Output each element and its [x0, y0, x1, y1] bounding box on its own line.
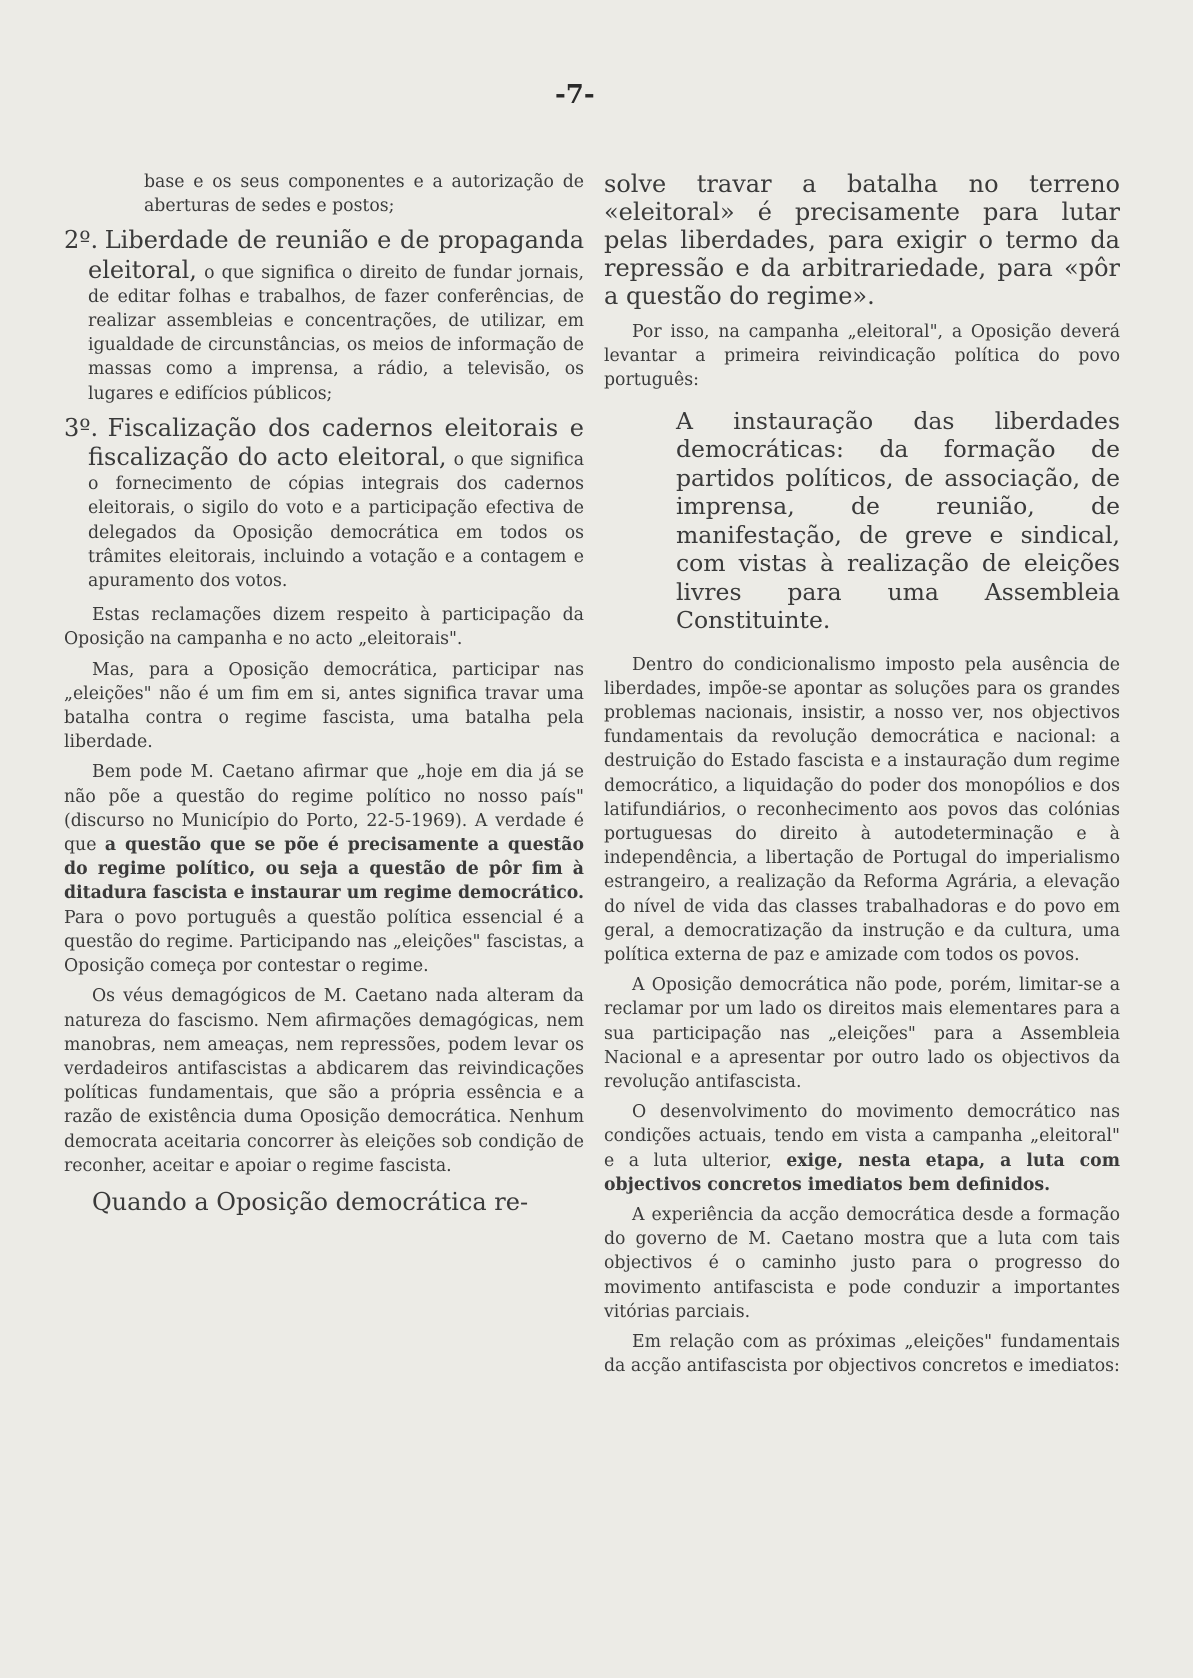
paragraph-3-bold: a questão que se põe é precisamente a questão do regime político, ou seja a questão de pôr fim à ditadura fascista e instaurar um regime democrático. [64, 835, 584, 904]
paragraph-1: Estas reclamações dizem respeito à participação da Oposição na campanha e no acto „eleitorais". [64, 605, 584, 650]
item-2 [64, 226, 584, 405]
item-intro: base e os seus componentes e a autorização de aberturas de sedes e postos; [144, 172, 584, 217]
item-3-number: 3º. [64, 413, 99, 442]
paragraph-9 [604, 1100, 1120, 1197]
paragraph-2: Mas, para a Oposição democrática, participar nas „eleições" não é um fim em si, antes significa travar uma batalha contra o regime fascista, uma batalha pela liberdade. [64, 659, 584, 753]
item-3-text: o que significa o fornecimento de cópias integrais dos cadernos eleitorais, o sigilo do voto e a participação efectiva de delegados da Oposição democrática em todos os trâmites eleitorais, incluindo a votação e a contagem e apuramento dos votos. [88, 450, 584, 592]
paragraph-11: Em relação com as próximas „eleições" fundamentais da acção antifascista por objectivos concretos e imediatos: [604, 1332, 1120, 1377]
paragraph-6: Por isso, na campanha „eleitoral", a Oposição deverá levantar a primeira reivindicação política do povo português: [604, 322, 1120, 391]
paragraph-3-start: Bem pode M. Caetano afirmar que „hoje em dia já se não põe a questão do regime político no nosso país" (discurso no Município do Porto, 22-5-1969). A verdade é que [64, 762, 584, 856]
paragraph-10: A experiência da acção democrática desde a formação do governo de M. Caetano mostra que a luta com tais objectivos é o caminho justo para o progresso do movimento antifascista e pode conduzir a importantes vitórias parciais. [604, 1205, 1120, 1322]
item-2-text: o que significa o direito de fundar jornais, de editar folhas e trabalhos, de fazer conferências, de realizar assembleias e concentrações, de utilizar, em igualdade de circunstâncias, os meios de informação de massas como a imprensa, a rádio, a televisão, os lugares e edifícios públicos; [88, 262, 584, 404]
paragraph-9-bold: exige, nesta etapa, a luta com objectivos concretos imediatos bem definidos. [604, 1150, 1120, 1195]
page-number: -7- [555, 80, 595, 110]
paragraph-5-start: Quando a Oposição democrática re- [92, 1187, 529, 1216]
paragraph-8: A Oposição democrática não pode, porém, limitar-se a reclamar por um lado os direitos mais elementares para a sua participação nas „eleições" para a Assembleia Nacional e a apresentar por outro lado os objectivos da revolução antifascista. [604, 975, 1120, 1093]
paragraph-3-end: Para o povo português a questão política essencial é a questão do regime. Participando nas „eleições" fascistas, a Oposição começa por contestar o regime. [64, 907, 584, 977]
demands-quote: A instauração das liberdades democráticas: da formação de partidos políticos, de associação, de imprensa, de reunião, de manifestação, de greve e sindical, com vistas à realização de eleições livres para uma Assembleia Constituinte. [676, 406, 1120, 635]
item-2-heading: Liberdade de reunião e de propaganda eleitoral, [88, 226, 585, 284]
paragraph-3 [64, 760, 584, 978]
item-3-heading: Fiscalização dos cadernos eleitorais e fiscalização do acto eleitoral, [88, 413, 584, 472]
paragraph-9-start: O desenvolvimento do movimento democrático nas condições actuais, tendo em vista a campanha „eleitoral" e a luta ulterior, [604, 1102, 1120, 1171]
paragraph-4: Os véus demagógicos de M. Caetano nada alteram da natureza do fascismo. Nem afirmações demagógicas, nem manobras, nem ameaças, nem repressões, podem levar os verdadeiros antifascistas a abdicarem das reivindicações políticas fundamentais, que são a própria essência e a razão de existência duma Oposição democrática. Nenhum democrata aceitaria concorrer às eleições sob condição de reconher, aceitar e apoiar o regime fascista. [64, 986, 584, 1176]
paragraph-7: Dentro do condicionalismo imposto pela ausência de liberdades, impõe-se apontar as soluções para os grandes problemas nacionais, insistir, a nosso ver, nos objectivos fundamentais da revolução democrática e nacional: a destruição do Estado fascista e a instauração dum regime democrático, a liquidação do poder dos monopólios e dos latifundiários, o reconhecimento aos povos das colónias portuguesas do direito à autodeterminação e à independência, a libertação de Portugal do imperialismo estrangeiro, a realização da Reforma Agrária, a elevação do nível de vida das classes trabalhadoras e do povo em geral, a democratização da instrução e da cultura, uma política externa de paz e amizade com todos os povos. [604, 654, 1120, 966]
right-column [604, 170, 1120, 1379]
item-2-number: 2º. [64, 226, 99, 255]
paragraph-5-continued: solve travar a batalha no terreno «eleitoral» é precisamente para lutar pelas liberdades, para exigir o termo da repressão e da arbitrariedade, para «pôr a questão do regime». [604, 170, 1120, 310]
left-column [64, 170, 584, 1216]
item-3 [64, 414, 584, 593]
